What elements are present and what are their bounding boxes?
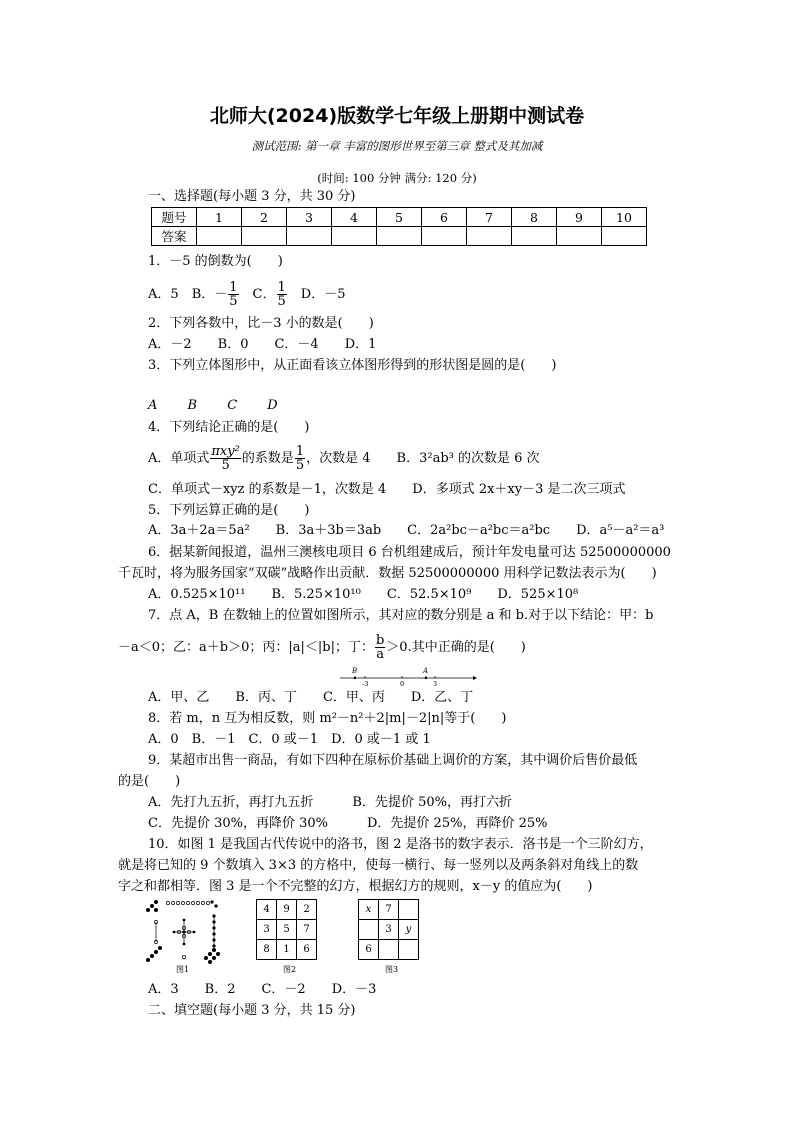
question-5-stem: 5．下列运算正确的是( ) bbox=[148, 503, 310, 518]
grid-cell bbox=[399, 940, 419, 960]
table-row-label: 答案 bbox=[152, 227, 197, 246]
answer-cell[interactable] bbox=[422, 227, 467, 246]
table-cell: 9 bbox=[557, 208, 602, 227]
table-cell: 7 bbox=[467, 208, 512, 227]
table-cell: 3 bbox=[287, 208, 332, 227]
grid-cell: 2 bbox=[297, 900, 317, 920]
axis-label: B bbox=[352, 667, 358, 675]
grid-cell: 8 bbox=[257, 940, 277, 960]
fraction: $\frac{1}{5}$ bbox=[295, 444, 305, 473]
table-row-label: 题号 bbox=[152, 208, 197, 227]
figure-2-caption: 图2 bbox=[283, 965, 297, 974]
figure-3-caption: 图3 bbox=[385, 965, 399, 974]
grid-cell: 9 bbox=[277, 900, 297, 920]
grid-cell: 7 bbox=[379, 900, 399, 920]
axis-label: A bbox=[423, 667, 429, 675]
magic-square-figure-2 bbox=[256, 899, 317, 960]
fraction: $\frac{1}{5}$ bbox=[229, 280, 238, 309]
grid-cell: 7 bbox=[297, 920, 317, 940]
option-b: ，次数是 4 B．3²ab³ 的次数是 6 次 bbox=[306, 451, 540, 466]
question-6-line-1: 6．据某新闻报道，温州三澳核电项目 6 台机组建成后，预计年发电量可达 52500000000 bbox=[148, 545, 671, 560]
option-d: D．－5 bbox=[300, 287, 346, 302]
question-10-line-3: 字之和都相等．图 3 是一个不完整的幻方，根据幻方的规则，x－y 的值应为( ) bbox=[118, 879, 593, 894]
fraction: $\frac{1}{5}$ bbox=[277, 280, 286, 309]
option-a: A．单项式 bbox=[148, 451, 210, 466]
question-10-line-1: 10．如图 1 是我国古代传说中的洛书，图 2 是洛书的数字表示．洛书是一个三阶幻方， bbox=[148, 837, 653, 852]
axis-label: -3 bbox=[362, 680, 369, 686]
question-2-options: A．－2 B．0 C．－4 D．1 bbox=[148, 337, 377, 352]
answer-cell[interactable] bbox=[287, 227, 332, 246]
question-9-line-2: 的是( ) bbox=[118, 774, 181, 789]
time-info: (时间: 100 分钟 满分: 120 分) bbox=[317, 171, 477, 185]
grid-cell bbox=[399, 900, 419, 920]
grid-cell: x bbox=[359, 900, 379, 920]
grid-cell: 1 bbox=[277, 940, 297, 960]
table-cell: 2 bbox=[242, 208, 287, 227]
option-a-mid: 的系数是 bbox=[241, 451, 294, 466]
figure-1-caption: 图1 bbox=[176, 965, 190, 974]
answer-cell[interactable] bbox=[467, 227, 512, 246]
question-9-line-1: 9．某超市出售一商品，有如下四种在原标价基础上调价的方案，其中调价后售价最低 bbox=[148, 753, 638, 768]
table-cell: 6 bbox=[422, 208, 467, 227]
question-1-stem: 1．－5 的倒数为( ) bbox=[148, 254, 283, 269]
answer-cell[interactable] bbox=[557, 227, 602, 246]
question-3-options: A B C D bbox=[148, 398, 278, 413]
table-cell: 10 bbox=[602, 208, 647, 227]
option-c: C． bbox=[252, 287, 276, 302]
question-4-stem: 4．下列结论正确的是( ) bbox=[148, 420, 310, 435]
answer-cell[interactable] bbox=[197, 227, 242, 246]
fraction: $\frac{\text{πxy²}}{5}$ bbox=[211, 444, 240, 473]
question-7-line-1: 7．点 A，B 在数轴上的位置如图所示，其对应的数分别是 a 和 b.对于以下结论：甲：b bbox=[148, 608, 654, 623]
grid-cell: 3 bbox=[379, 920, 399, 940]
luoshu-figure bbox=[144, 898, 224, 968]
question-4-options-cd: C．单项式－xyz 的系数是－1，次数是 4 D．多项式 2x＋xy－3 是二次三项式 bbox=[148, 482, 626, 497]
question-6-line-2: 千瓦时，将为服务国家“双碳”战略作出贡献．数据 52500000000 用科学记数法表示为( ) bbox=[118, 566, 657, 581]
section-2-heading: 二、填空题(每小题 3 分，共 15 分) bbox=[148, 1003, 356, 1018]
page-title: 北师大(2024)版数学七年级上册期中测试卷 bbox=[209, 105, 585, 127]
grid-cell bbox=[379, 940, 399, 960]
answer-cell[interactable] bbox=[512, 227, 557, 246]
answer-cell[interactable] bbox=[332, 227, 377, 246]
axis-label: 3 bbox=[433, 680, 438, 686]
answer-cell[interactable] bbox=[602, 227, 647, 246]
magic-square-figure-3 bbox=[358, 899, 419, 960]
point-b bbox=[354, 677, 356, 679]
question-9-options-ab: A．先打九五折，再打九五折 B．先提价 50%，再打六折 bbox=[148, 795, 512, 810]
answer-cell[interactable] bbox=[242, 227, 287, 246]
question-8-options: A．0 B．－1 C．0 或－1 D．0 或－1 或 1 bbox=[148, 732, 431, 747]
question-8-stem: 8．若 m，n 互为相反数，则 m²－n²＋2|m|－2|n|等于( ) bbox=[148, 711, 507, 726]
question-7-line-2 bbox=[118, 632, 526, 664]
question-6-options: A．0.525×10¹¹ B．5.25×10¹⁰ C．52.5×10⁹ D．525×10⁸ bbox=[148, 587, 579, 602]
grid-cell: 5 bbox=[277, 920, 297, 940]
grid-cell: 3 bbox=[257, 920, 277, 940]
grid-cell: 6 bbox=[359, 940, 379, 960]
table-cell: 8 bbox=[512, 208, 557, 227]
question-3-stem: 3．下列立体图形中，从正面看该立体图形得到的形状图是圆的是( ) bbox=[148, 358, 557, 373]
question-9-options-cd: C．先提价 30%，再降价 30% D．先提价 25%，再降价 25% bbox=[148, 816, 548, 831]
question-1-options bbox=[148, 279, 346, 311]
table-cell: 5 bbox=[377, 208, 422, 227]
fraction: $\frac{b}{a}$ bbox=[375, 633, 385, 662]
question-10-options: A．3 B．2 C．－2 D．－3 bbox=[148, 982, 377, 997]
q7-text: ＞0.其中正确的是( ) bbox=[386, 640, 526, 655]
option-b: B．－ bbox=[191, 287, 228, 302]
grid-cell: 4 bbox=[257, 900, 277, 920]
q7-text: －a＜0；乙：a＋b＞0；丙：|a|＜|b|；丁： bbox=[118, 640, 374, 655]
question-4-options-ab bbox=[148, 443, 540, 475]
axis-label: 0 bbox=[400, 680, 405, 686]
question-2-stem: 2．下列各数中，比－3 小的数是( ) bbox=[148, 316, 374, 331]
question-7-options: A．甲、乙 B．丙、丁 C．甲、丙 D．乙、丁 bbox=[148, 690, 474, 705]
table-cell: 1 bbox=[197, 208, 242, 227]
question-5-options: A．3a＋2a＝5a² B．3a＋3b＝3ab C．2a²bc－a²bc＝a²bc D．a⁵－a²＝a³ bbox=[148, 523, 665, 538]
number-line-figure bbox=[335, 666, 480, 686]
table-cell: 4 bbox=[332, 208, 377, 227]
question-10-line-2: 就是将已知的 9 个数填入 3×3 的方格中，使每一横行、每一竖列以及两条斜对角线上的数 bbox=[118, 858, 639, 873]
grid-cell bbox=[359, 920, 379, 940]
number-line-arrow bbox=[473, 676, 477, 680]
answer-table bbox=[151, 207, 647, 246]
option-a: A．5 bbox=[148, 287, 179, 302]
grid-cell: 6 bbox=[297, 940, 317, 960]
answer-cell[interactable] bbox=[377, 227, 422, 246]
test-scope: 测试范围: 第一章 丰富的图形世界至第三章 整式及其加减 bbox=[251, 139, 543, 153]
grid-cell: y bbox=[399, 920, 419, 940]
section-1-heading: 一、选择题(每小题 3 分，共 30 分) bbox=[148, 189, 356, 204]
point-a bbox=[425, 677, 427, 679]
